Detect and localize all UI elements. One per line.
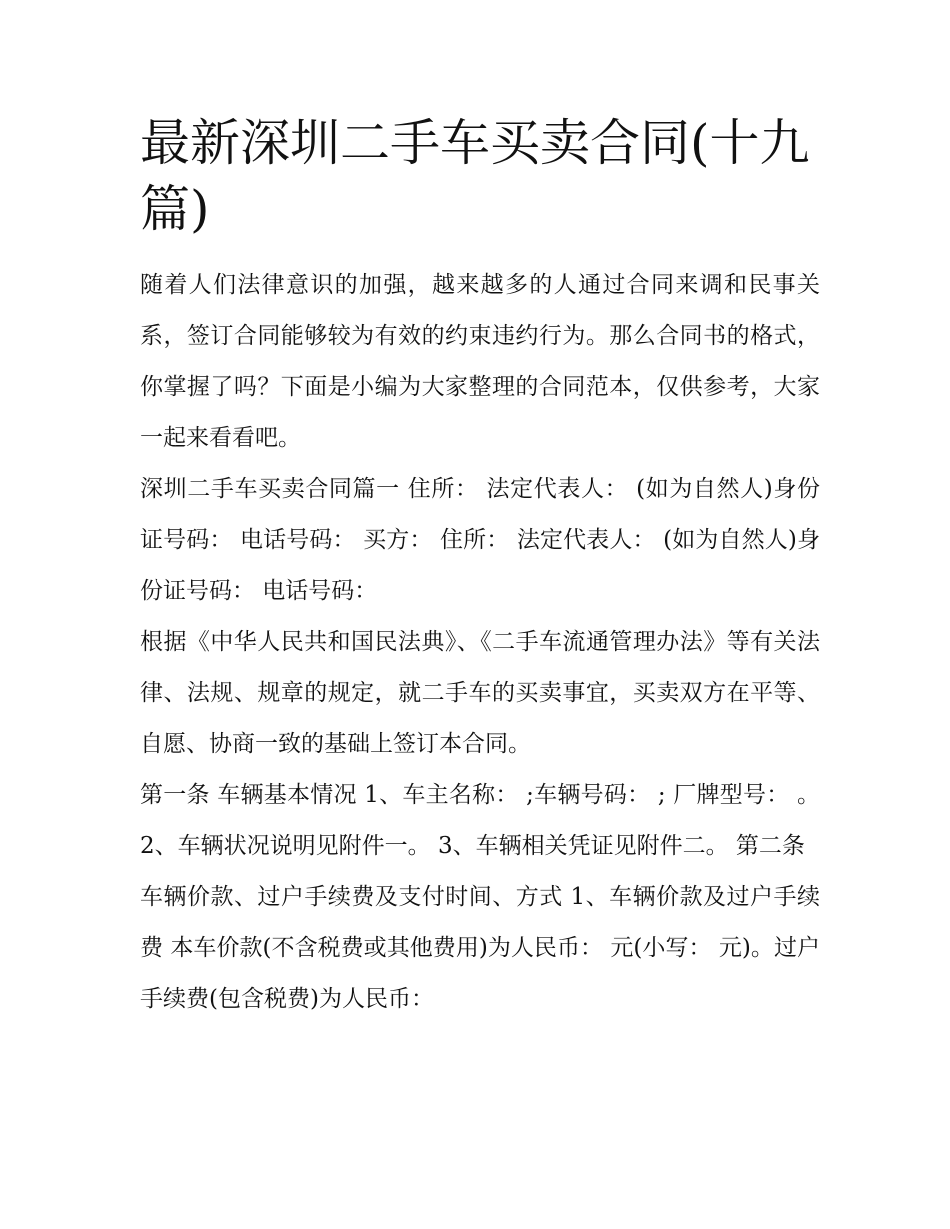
paragraph-intro: 随着人们法律意识的加强，越来越多的人通过合同来调和民事关系，签订合同能够较为有效的约束违约行为。那么合同书的格式，你掌握了吗？下面是小编为大家整理的合同范本，仅供参考，大家一起来看看吧。 — [140, 272, 820, 451]
document-page — [140, 110, 820, 1025]
paragraph-parties: 深圳二手车买卖合同篇一 住所： 法定代表人： (如为自然人)身份证号码： 电话号码： 买方： 住所： 法定代表人： (如为自然人)身份证号码： 电话号码： — [140, 476, 820, 604]
paragraph-article-1: 第一条 车辆基本情况 1、车主名称： ;车辆号码： ; 厂牌型号： 。 2、车辆状况说明见附件一。 3、车辆相关凭证见附件二。 第二条 — [140, 782, 820, 859]
paragraph-legal-basis: 根据《中华人民共和国民法典》、《二手车流通管理办法》等有关法律、法规、规章的规定，就二手车的买卖事宜，买卖双方在平等、自愿、协商一致的基础上签订本合同。 — [140, 629, 820, 757]
paragraph-article-2: 车辆价款、过户手续费及支付时间、方式 1、车辆价款及过户手续费 本车价款(不含税费或其他费用)为人民币： 元(小写： 元)。过户手续费(包含税费)为人民币： — [140, 884, 820, 1012]
document-title: 最新深圳二手车买卖合同(十九篇) — [140, 114, 810, 238]
